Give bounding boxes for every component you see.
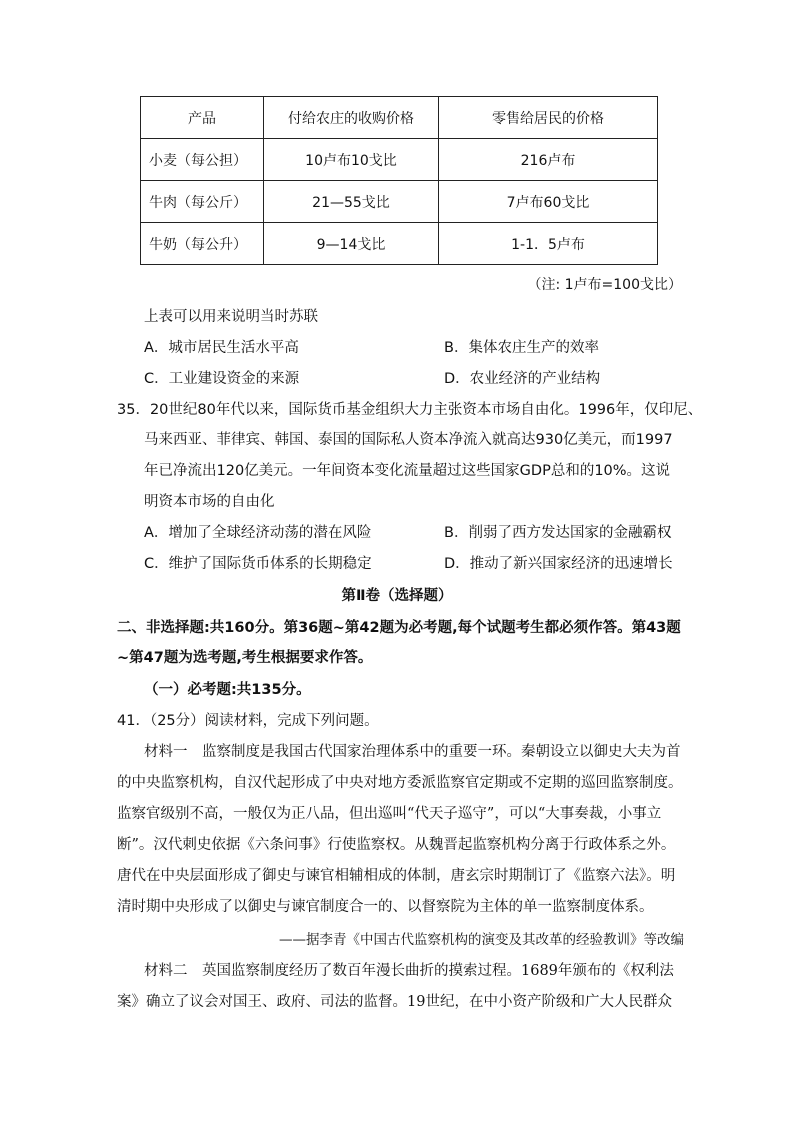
material-line: 清时期中央形成了以御史与谏官制度合一的、以督察院为主体的单一监察制度体系。 <box>117 899 654 915</box>
required-section-heading: （一）必考题:共135分。 <box>144 682 311 698</box>
material-line: 的中央监察机构，自汉代起形成了中央对地方委派监察官定期或不定期的巡回监察制度。 <box>117 775 683 791</box>
material-line: 材料一 监察制度是我国古代国家治理体系中的重要一环。秦朝设立以御史大夫为首 <box>144 744 681 760</box>
q34-option-a: A．城市居民生活水平高 <box>144 340 299 356</box>
material-source: ——据李青《中国古代监察机构的演变及其改革的经验教训》等改编 <box>279 932 684 948</box>
table-header: 付给农庄的收购价格 <box>264 97 439 139</box>
q35-line: 马来西亚、菲律宾、韩国、泰国的国际私人资本净流入就高达930亿美元，而1997 <box>144 432 673 448</box>
q34-stem: 上表可以用来说明当时苏联 <box>144 309 318 325</box>
section-intro: 二、非选择题:共160分。第36题~第42题为必考题,每个试题考生都必须作答。第43题 <box>117 620 681 636</box>
table-header: 产品 <box>141 97 264 139</box>
table-cell: 21—55戈比 <box>264 181 439 223</box>
table-cell: 9—14戈比 <box>264 223 439 265</box>
q35-option-c: C．维护了国际货币体系的长期稳定 <box>144 556 372 572</box>
table-note: （注: 1卢布=100戈比） <box>527 277 682 293</box>
q35-line: 明资本市场的自由化 <box>144 494 275 510</box>
table-header: 零售给居民的价格 <box>439 97 658 139</box>
q41-stem: 41．（25分）阅读材料，完成下列问题。 <box>117 713 379 729</box>
table-row <box>141 139 658 181</box>
section-intro: ~第47题为选考题,考生根据要求作答。 <box>117 650 373 666</box>
table-cell: 10卢布10戈比 <box>264 139 439 181</box>
table-row <box>141 181 658 223</box>
q35-option-a: A．增加了全球经济动荡的潜在风险 <box>144 525 372 541</box>
material-line: 唐代在中央层面形成了御史与谏官相辅相成的体制，唐玄宗时期制订了《监察六法》。明 <box>117 868 676 884</box>
table-header-row <box>141 97 658 139</box>
material-line: 断”。汉代刺史依据《六条问事》行使监察权。从魏晋起监察机构分离于行政体系之外。 <box>117 837 676 853</box>
q34-option-c: C．工业建设资金的来源 <box>144 371 300 387</box>
q34-option-b: B．集体农庄生产的效率 <box>444 340 599 356</box>
table-cell: 牛奶（每公升） <box>141 223 264 265</box>
price-table <box>140 96 658 265</box>
material-line: 材料二 英国监察制度经历了数百年漫长曲折的摸索过程。1689年颁布的《权利法 <box>144 963 674 979</box>
table-cell: 216卢布 <box>439 139 658 181</box>
section-title: 第Ⅱ卷（选择题） <box>341 588 453 604</box>
q35-line: 35．20世纪80年代以来，国际货币基金组织大力主张资本市场自由化。1996年，仅印尼、 <box>117 402 703 418</box>
table-cell: 7卢布60戈比 <box>439 181 658 223</box>
table-cell: 牛肉（每公斤） <box>141 181 264 223</box>
table-cell: 小麦（每公担） <box>141 139 264 181</box>
q35-option-b: B．削弱了西方发达国家的金融霸权 <box>444 525 672 541</box>
q35-option-d: D．推动了新兴国家经济的迅速增长 <box>444 556 673 572</box>
table-cell: 1-1．5卢布 <box>439 223 658 265</box>
table-row <box>141 223 658 265</box>
material-line: 案》确立了议会对国王、政府、司法的监督。19世纪，在中小资产阶级和广大人民群众 <box>117 994 672 1010</box>
q35-line: 年已净流出120亿美元。一年间资本变化流量超过这些国家GDP总和的10%。这说 <box>144 463 671 479</box>
material-line: 监察官级别不高，一般仅为正八品，但出巡叫“代天子巡守”，可以“大事奏裁，小事立 <box>117 806 662 822</box>
q34-option-d: D．农业经济的产业结构 <box>444 371 601 387</box>
